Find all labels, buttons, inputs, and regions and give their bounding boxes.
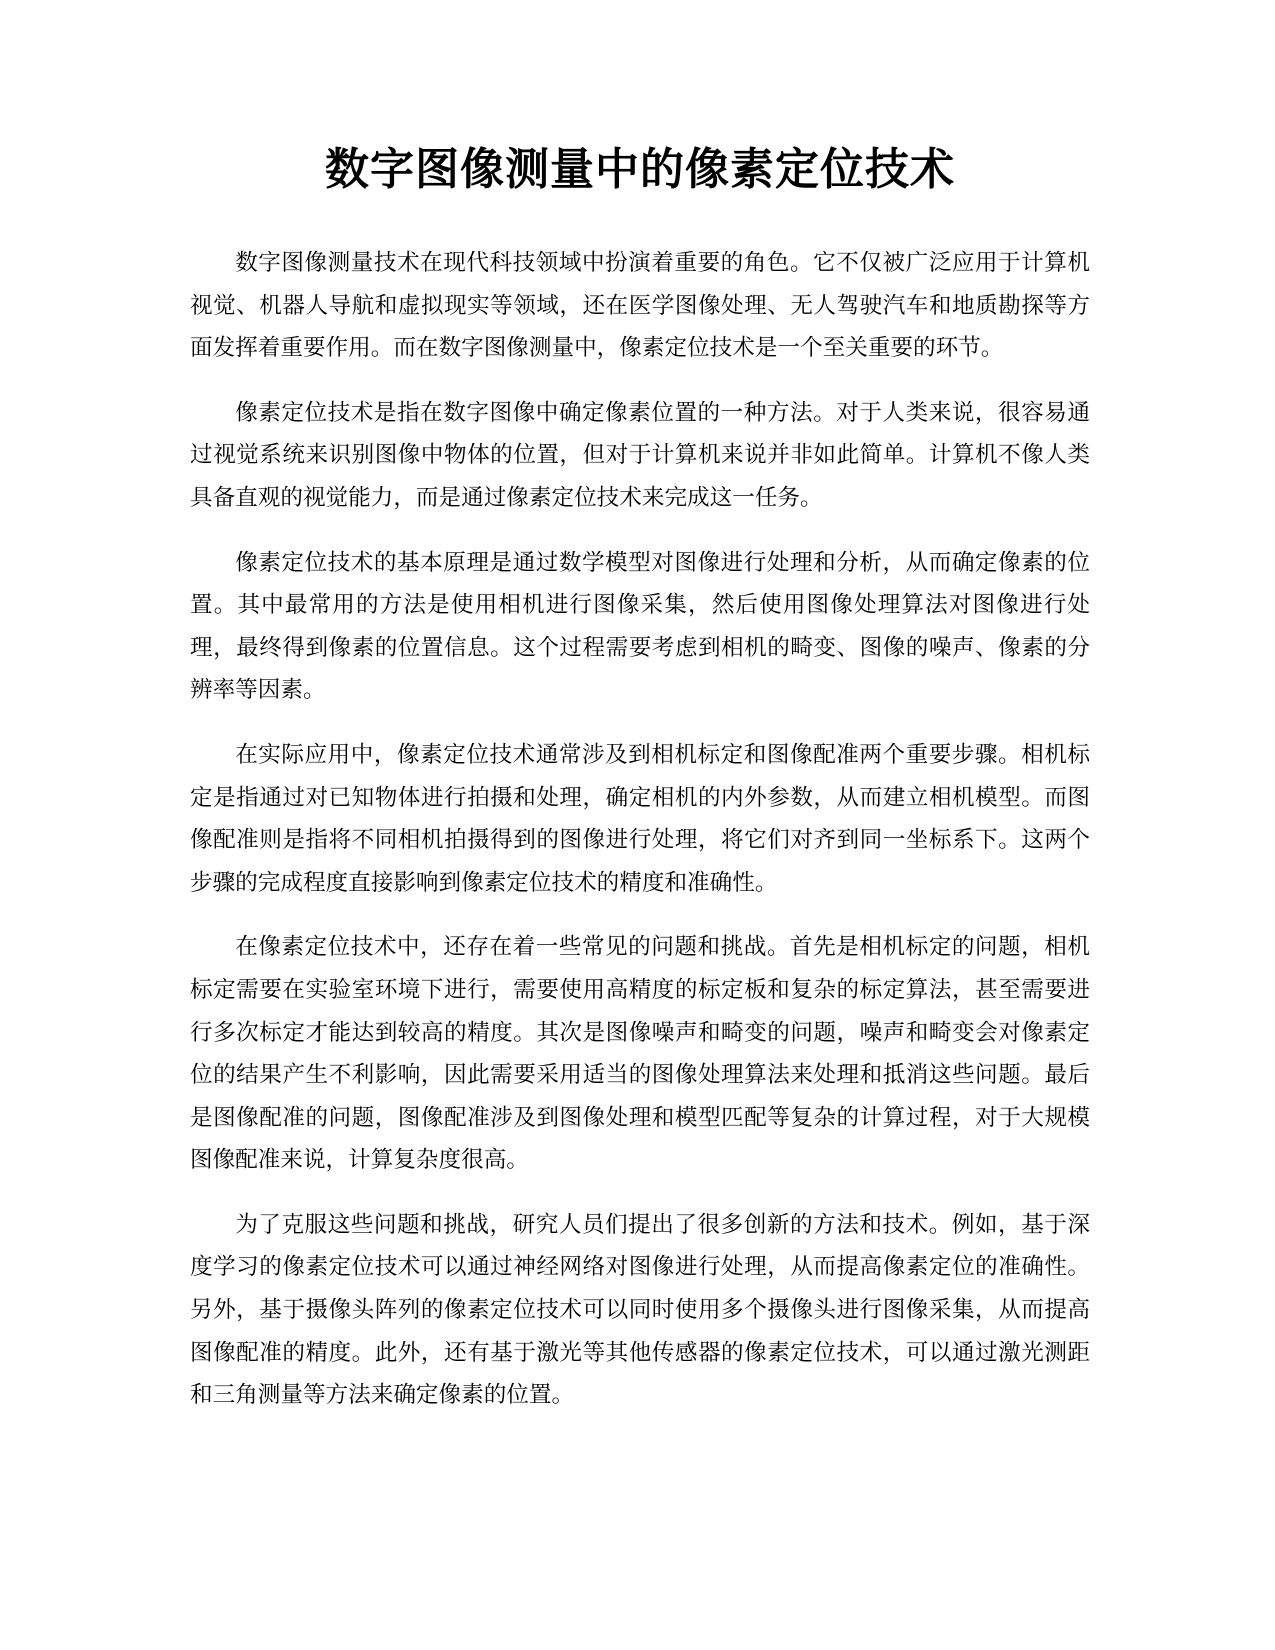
paragraph-5: 在像素定位技术中，还存在着一些常见的问题和挑战。首先是相机标定的问题，相机标定需要在实验室环境下进行，需要使用高精度的标定板和复杂的标定算法，甚至需要进行多次标定才能达到较高的精度。其次是图像噪声和畸变的问题，噪声和畸变会对像素定位的结果产生不利影响，因此需要采用适当的图像处理算法来处理和抵消这些问题。最后是图像配准的问题，图像配准涉及到图像处理和模型匹配等复杂的计算过程，对于大规模图像配准来说，计算复杂度很高。 (190, 934, 1090, 1174)
paragraph-3: 像素定位技术的基本原理是通过数学模型对图像进行处理和分析，从而确定像素的位置。其中最常用的方法是使用相机进行图像采集，然后使用图像处理算法对图像进行处理，最终得到像素的位置信息。这个过程需要考虑到相机的畸变、图像的噪声、像素的分辨率等因素。 (190, 549, 1090, 704)
paragraph-6: 为了克服这些问题和挑战，研究人员们提出了很多创新的方法和技术。例如，基于深度学习的像素定位技术可以通过神经网络对图像进行处理，从而提高像素定位的准确性。另外，基于摄像头阵列的像素定位技术可以同时使用多个摄像头进行图像采集，从而提高图像配准的精度。此外，还有基于激光等其他传感器的像素定位技术，可以通过激光测距和三角测量等方法来确定像素的位置。 (190, 1211, 1090, 1409)
paragraph-2: 像素定位技术是指在数字图像中确定像素位置的一种方法。对于人类来说，很容易通过视觉系统来识别图像中物体的位置，但对于计算机来说并非如此简单。计算机不像人类具备直观的视觉能力，而是通过像素定位技术来完成这一任务。 (190, 399, 1090, 511)
document-title: 数字图像测量中的像素定位技术 (325, 144, 955, 195)
document-page (190, 140, 1090, 1439)
paragraph-1: 数字图像测量技术在现代科技领域中扮演着重要的角色。它不仅被广泛应用于计算机视觉、机器人导航和虚拟现实等领域，还在医学图像处理、无人驾驶汽车和地质勘探等方面发挥着重要作用。而在数字图像测量中，像素定位技术是一个至关重要的环节。 (190, 250, 1090, 362)
paragraph-4: 在实际应用中，像素定位技术通常涉及到相机标定和图像配准两个重要步骤。相机标定是指通过对已知物体进行拍摄和处理，确定相机的内外参数，从而建立相机模型。而图像配准则是指将不同相机拍摄得到的图像进行处理，将它们对齐到同一坐标系下。这两个步骤的完成程度直接影响到像素定位技术的精度和准确性。 (190, 741, 1090, 896)
